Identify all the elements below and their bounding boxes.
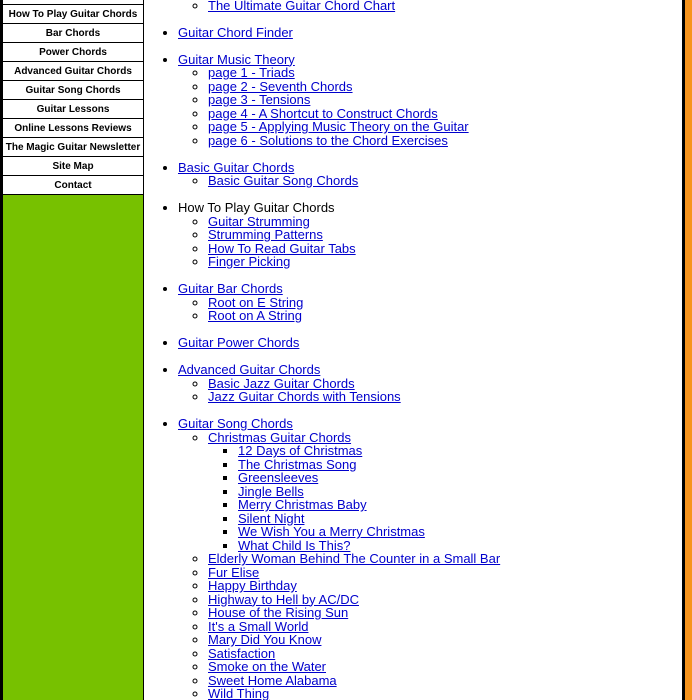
sublist — [178, 296, 500, 323]
sublist — [178, 377, 500, 404]
link-christmas-song[interactable]: Greensleeves — [238, 470, 319, 485]
list-item — [208, 242, 500, 256]
list-item — [208, 687, 500, 700]
list-item — [238, 471, 500, 485]
link-music-theory[interactable]: Guitar Music Theory — [178, 51, 295, 67]
list-item — [178, 53, 500, 148]
list-item — [208, 620, 500, 634]
list-item — [208, 377, 500, 391]
list-item — [208, 174, 500, 188]
link-theory-page-5[interactable]: page 5 - Applying Music Theory on the Guitar — [208, 119, 469, 134]
current-page-how-to-play: How To Play Guitar Chords — [178, 200, 335, 215]
list-item — [178, 161, 500, 188]
list-item — [238, 539, 500, 553]
list-item — [208, 134, 500, 148]
sidebar-item-advanced[interactable]: Advanced Guitar Chords — [3, 62, 143, 81]
list-item — [208, 215, 500, 229]
list-item — [178, 282, 500, 323]
link-basic-chords[interactable]: Basic Guitar Chords — [178, 159, 295, 175]
link-christmas-song[interactable]: We Wish You a Merry Christmas — [238, 524, 425, 539]
sidebar-menu — [3, 0, 143, 195]
link-read-tabs[interactable]: How To Read Guitar Tabs — [208, 240, 356, 256]
page-right-accent-stripe — [685, 0, 692, 700]
list-item — [208, 93, 500, 107]
list-item — [208, 390, 500, 404]
link-christmas-song[interactable]: 12 Days of Christmas — [238, 443, 363, 458]
sublist — [208, 444, 500, 552]
link-christmas-song[interactable]: What Child Is This? — [238, 537, 351, 553]
list-item — [208, 606, 500, 620]
list-item — [208, 633, 500, 647]
list-item — [208, 593, 500, 607]
list-item — [208, 228, 500, 242]
link-finger-picking[interactable]: Finger Picking — [208, 254, 291, 269]
list-item — [208, 579, 500, 593]
list-item — [238, 444, 500, 458]
list-item — [178, 26, 500, 40]
sublist — [178, 431, 500, 700]
link-song[interactable]: Smoke on the Water — [208, 659, 327, 674]
link-song[interactable]: It's a Small World — [208, 618, 309, 634]
link-ultimate-chord-chart[interactable]: The Ultimate Guitar Chord Chart — [208, 0, 396, 13]
sublist — [178, 174, 500, 188]
list-item — [208, 674, 500, 688]
list-item — [208, 309, 500, 323]
list-item — [238, 498, 500, 512]
sitemap-list — [144, 0, 500, 700]
link-theory-page-4[interactable]: page 4 - A Shortcut to Construct Chords — [208, 105, 438, 121]
link-theory-page-1[interactable]: page 1 - Triads — [208, 65, 295, 80]
link-song[interactable]: Happy Birthday — [208, 578, 297, 593]
list-item — [178, 363, 500, 404]
link-christmas-song[interactable]: Silent Night — [238, 510, 305, 526]
list-item — [208, 660, 500, 674]
sidebar-item-contact[interactable]: Contact — [3, 176, 143, 195]
link-chord-finder[interactable]: Guitar Chord Finder — [178, 24, 293, 40]
link-song[interactable]: Mary Did You Know — [208, 632, 322, 647]
link-strumming-patterns[interactable]: Strumming Patterns — [208, 227, 323, 242]
sublist — [178, 215, 500, 269]
list-item — [178, 417, 500, 700]
sidebar-item-power-chords[interactable]: Power Chords — [3, 43, 143, 62]
link-song[interactable]: Wild Thing — [208, 686, 270, 700]
link-song[interactable]: Highway to Hell by AC/DC — [208, 591, 359, 607]
sidebar-item-lesson-reviews[interactable]: Online Lessons Reviews — [3, 119, 143, 138]
link-jazz-tensions[interactable]: Jazz Guitar Chords with Tensions — [208, 389, 401, 404]
list-item — [238, 485, 500, 499]
link-song[interactable]: Sweet Home Alabama — [208, 672, 337, 688]
list-item — [178, 336, 500, 350]
link-root-a-string[interactable]: Root on A String — [208, 308, 302, 323]
sitemap-content — [144, 0, 682, 700]
sidebar-item-newsletter[interactable]: The Magic Guitar Newsletter — [3, 138, 143, 157]
link-theory-page-6[interactable]: page 6 - Solutions to the Chord Exercises — [208, 132, 448, 148]
list-item — [208, 255, 500, 269]
list-item — [208, 80, 500, 94]
link-theory-page-3[interactable]: page 3 - Tensions — [208, 92, 311, 107]
sidebar-item-site-map[interactable]: Site Map — [3, 157, 143, 176]
link-christmas-song[interactable]: Merry Christmas Baby — [238, 497, 367, 512]
list-item — [208, 120, 500, 134]
list-item — [178, 201, 500, 269]
sidebar-item-bar-chords[interactable]: Bar Chords — [3, 24, 143, 43]
link-theory-page-2[interactable]: page 2 - Seventh Chords — [208, 78, 353, 94]
link-christmas-song[interactable]: The Christmas Song — [238, 456, 357, 472]
list-item — [238, 525, 500, 539]
list-item — [238, 512, 500, 526]
link-root-e-string[interactable]: Root on E String — [208, 294, 304, 310]
link-power-chords[interactable]: Guitar Power Chords — [178, 335, 300, 350]
link-christmas-chords[interactable]: Christmas Guitar Chords — [208, 429, 352, 445]
link-song[interactable]: Elderly Woman Behind The Counter in a Small Bar — [208, 551, 501, 566]
sublist — [178, 0, 500, 12]
sublist — [178, 66, 500, 147]
link-song[interactable]: Satisfaction — [208, 645, 276, 661]
sidebar-item-how-to-play[interactable]: How To Play Guitar Chords — [3, 5, 143, 24]
list-item — [208, 0, 500, 12]
list-item — [208, 296, 500, 310]
list-item — [208, 431, 500, 553]
link-song[interactable]: Fur Elise — [208, 564, 260, 580]
list-item — [178, 0, 500, 12]
link-song[interactable]: House of the Rising Sun — [208, 605, 349, 620]
list-item — [208, 552, 500, 566]
link-song-chords[interactable]: Guitar Song Chords — [178, 416, 293, 431]
link-basic-song-chords[interactable]: Basic Guitar Song Chords — [208, 173, 359, 188]
sidebar-item-lessons[interactable]: Guitar Lessons — [3, 100, 143, 119]
list-item — [238, 458, 500, 472]
link-bar-chords[interactable]: Guitar Bar Chords — [178, 281, 283, 296]
sidebar — [3, 0, 143, 700]
list-item — [208, 647, 500, 661]
sidebar-item-song-chords[interactable]: Guitar Song Chords — [3, 81, 143, 100]
list-item — [208, 66, 500, 80]
link-strumming[interactable]: Guitar Strumming — [208, 213, 310, 229]
link-basic-jazz[interactable]: Basic Jazz Guitar Chords — [208, 375, 355, 391]
list-item — [208, 566, 500, 580]
list-item — [208, 107, 500, 121]
link-advanced-chords[interactable]: Advanced Guitar Chords — [178, 362, 321, 377]
link-christmas-song[interactable]: Jingle Bells — [238, 483, 304, 499]
